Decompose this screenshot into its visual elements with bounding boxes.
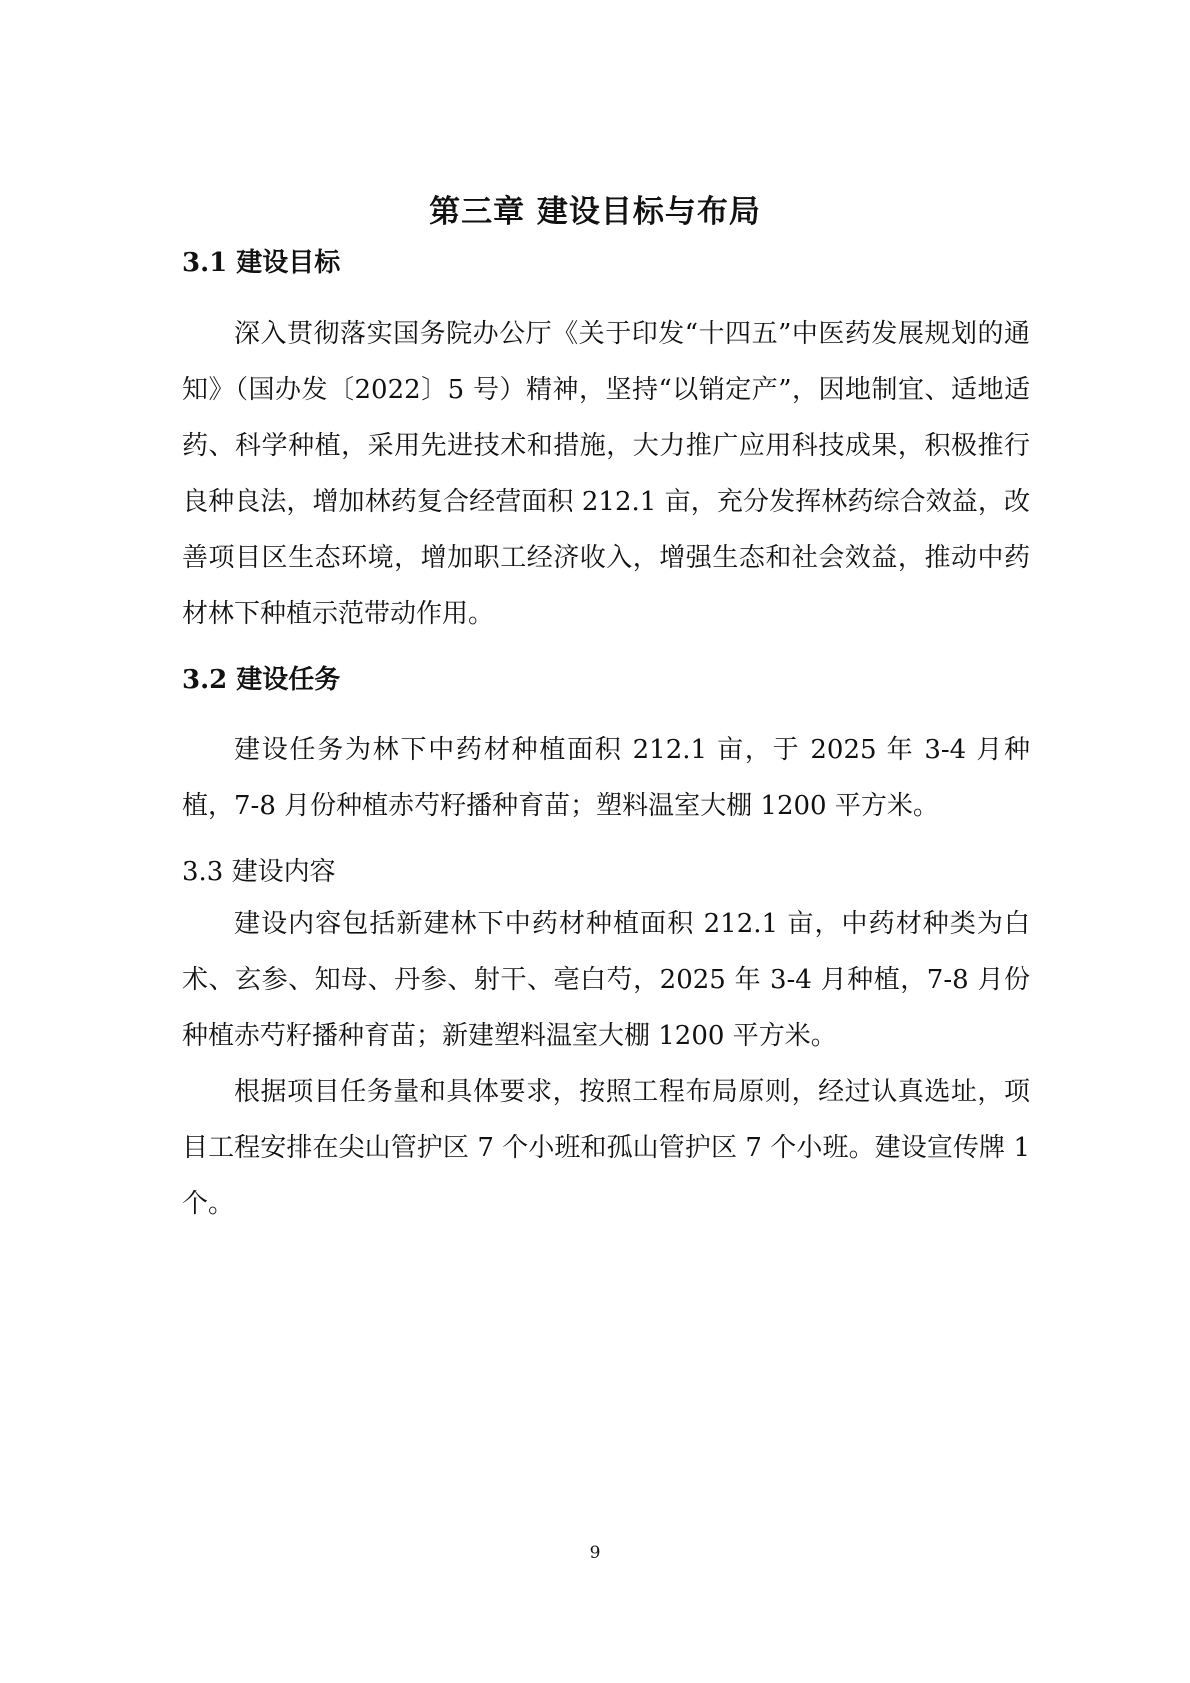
section-heading-3-1: 3.1 建设目标 — [182, 248, 341, 278]
paragraph-goals: 深入贯彻落实国务院办公厅《关于印发“十四五”中医药发展规划的通知》（国办发〔2022〕5 号）精神，坚持“以销定产”，因地制宜、适地适药、科学种植，采用先进技术和措施，大力推广应用科技成果，积极推行良种良法，增加林药复合经营面积 212.1 亩，充分发挥林药综合效益，改善项目区生态环境，增加职工经济收入，增强生态和社会效益，推动中药材林下种植示范带动作用。 — [182, 319, 1030, 629]
paragraph-content: 建设内容包括新建林下中药材种植面积 212.1 亩，中药材种类为白术、玄参、知母、丹参、射干、亳白芍，2025 年 3-4 月种植，7-8 月份种植赤芍籽播种育苗；新建塑料温室大棚 1200 平方米。 — [182, 909, 1030, 1051]
section-heading-3-3: 3.3 建设内容 — [182, 857, 336, 887]
section-heading-3-2: 3.2 建设任务 — [182, 665, 341, 695]
chapter-title: 第三章 建设目标与布局 — [429, 194, 761, 230]
paragraph-tasks: 建设任务为林下中药材种植面积 212.1 亩，于 2025 年 3-4 月种植，7-8 月份种植赤芍籽播种育苗；塑料温室大棚 1200 平方米。 — [182, 735, 1030, 821]
paragraph-layout: 根据项目任务量和具体要求，按照工程布局原则，经过认真选址，项目工程安排在尖山管护区 7 个小班和孤山管护区 7 个小班。建设宣传牌 1 个。 — [182, 1077, 1030, 1219]
page-number: 9 — [589, 1543, 601, 1563]
